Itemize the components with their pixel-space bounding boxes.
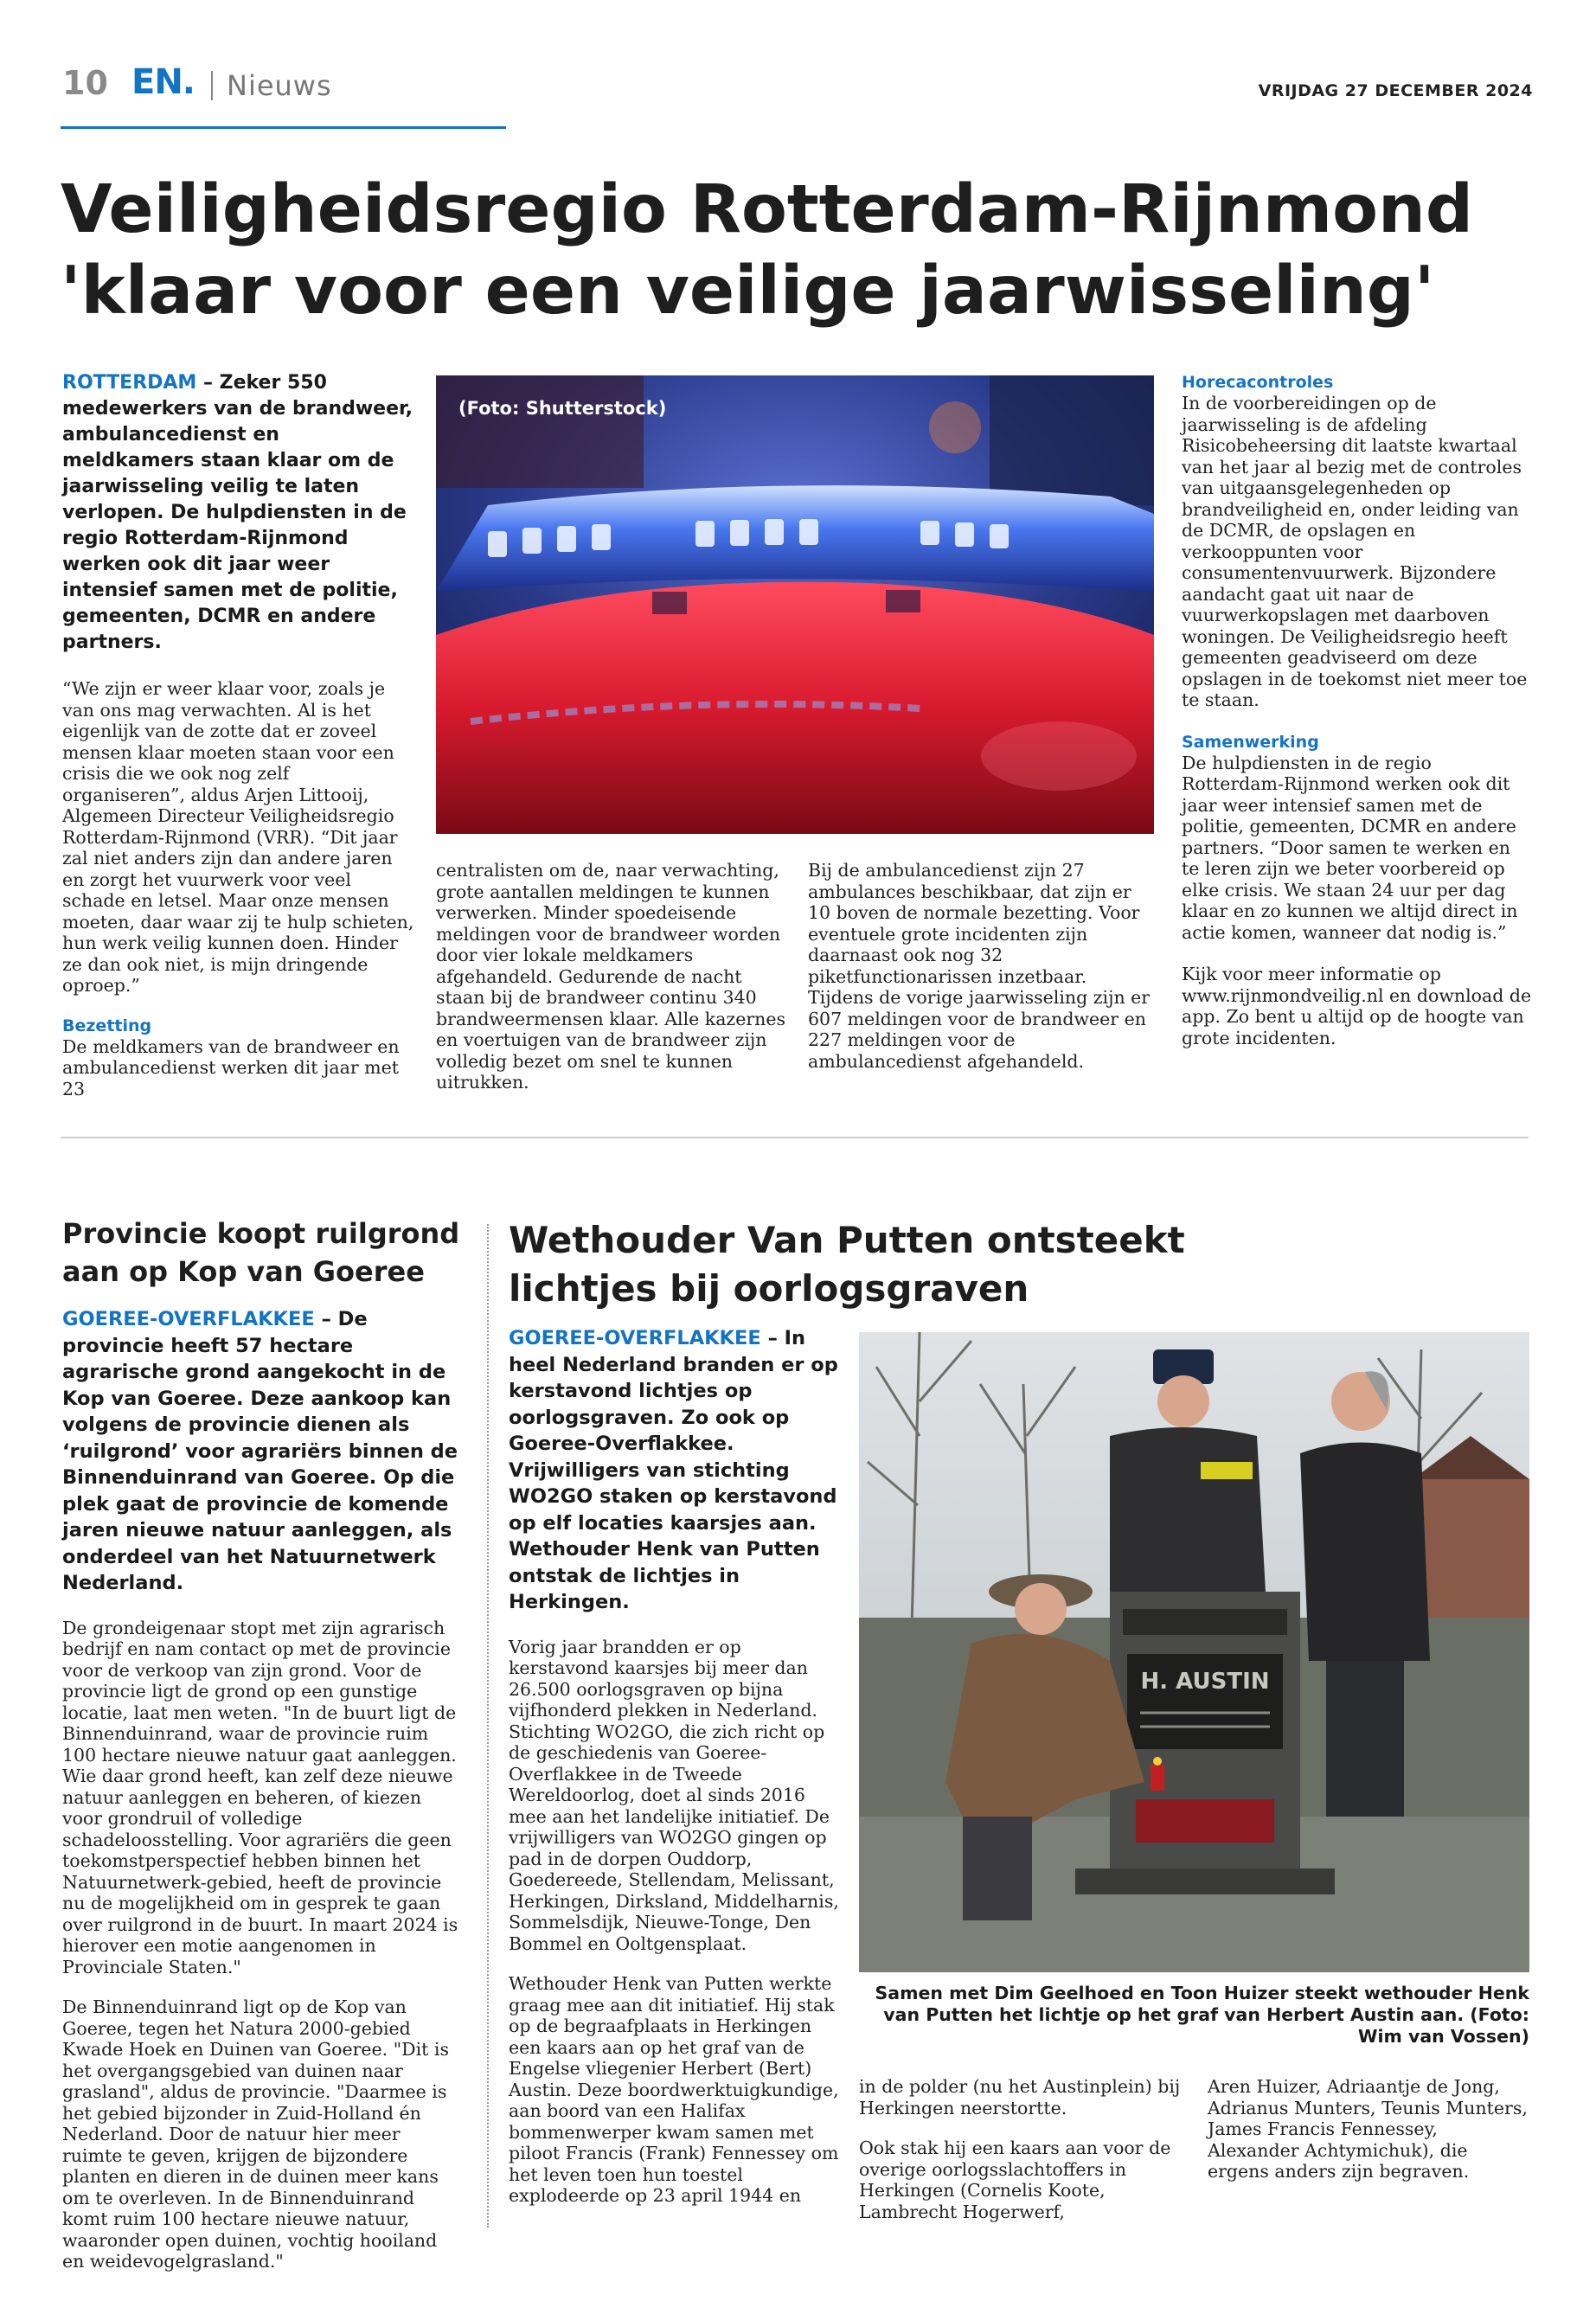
subheading-bezetting: Bezetting <box>62 1016 152 1035</box>
section-label[interactable]: Nieuws <box>227 69 332 102</box>
article1-headline: Veiligheidsregio Rotterdam-Rijnmond 'klaar voor een veilige jaarwisseling' <box>61 171 1473 330</box>
article2-body2: De Binnenduinrand ligt op de Kop van Goeree, tegen het Natura 2000-gebied Kwade Hoek en Duinen van Goeree. "Dit is het overgangsgebied van duinen naar grasland", aldus de provincie. "Daarmee is het gebied bijzonder in Zuid-Holland én Nederland. Door de natuur hier meer ruimte te geven, krijgen de bijzondere planten en dieren in de duinen meer kans om te overleven. In de Binnenduinrand komt ruim 100 hectare nieuwe natuur, waaronder open duinen, vochtig hooiland en weidevogelgrasland." <box>62 1997 449 2272</box>
article1-body-bezetting: De meldkamers van de brandweer en ambulancedienst werken dit jaar met 23 <box>62 1035 400 1099</box>
article3-headline: Wethouder Van Putten ontsteekt lichtjes bij oorlogsgraven <box>509 1219 1185 1310</box>
article2-lead: GOEREE-OVERFLAKKEE – De provincie heeft 57 hectare agrarische grond aangekocht in de Kop van Goeree. Deze aankoop kan volgens de provincie dienen als ‘ruilgrond’ voor agrariërs binnen de Binnenduinrand van Goeree. Op die plek gaat de provincie de komende jaren nieuwe natuur aanleggen, als onderdeel van het Natuurnetwerk Nederland. <box>62 1308 458 1594</box>
article1-col2: centralisten om de, naar verwachting, grote aantallen meldingen te kunnen verwerken. Minder spoedeisende meldingen voor de brandweer worden door vier lokale meldkamers afgehandeld. Gedurende de nacht staan bij de brandweer continu 340 brandweermensen klaar. Alle kazernes en voertuigen van de brandweer zijn volledig bezet om snel te kunnen uitrukken. <box>436 860 786 1093</box>
subheading-horecacontroles: Horecacontroles <box>1182 373 1334 392</box>
article3-col2 <box>859 2076 1183 2222</box>
column-dotted-rule <box>487 1224 489 2227</box>
article1-body-info: Kijk voor meer informatie op www.rijnmondveilig.nl en download de app. Zo bent u altijd op de hoogte van grote incidenten. <box>1182 964 1532 1048</box>
war-grave-illustration <box>859 1332 1529 1972</box>
article1-col1 <box>62 370 415 1099</box>
subheading-samenwerking: Samenwerking <box>1182 732 1319 752</box>
article1-lead: ROTTERDAM – Zeker 550 medewerkers van de brandweer, ambulancedienst en meldkamers staan klaar om de jaarwisseling veilig te laten verlopen. De hulpdiensten in de regio Rotterdam-Rijnmond werken ook dit jaar weer intensief samen met de politie, gemeenten, DCMR en andere partners. <box>62 372 413 653</box>
article3-photo-caption: Samen met Dim Geelhoed en Toon Huizer steekt wethouder Henk van Putten het lichtje op het graf van Herbert Austin aan. (Foto: Wim van Vossen) <box>875 1983 1529 2047</box>
photo-credit: (Foto: Shutterstock) <box>458 398 667 419</box>
article1-body-horeca: In de voorbereidingen op de jaarwisseling is de afdeling Risicobeheersing dit laatste kwartaal van het jaar al bezig met de controles van uitgaansgelegenheden op brandveiligheid en, onder leiding van de DCMR, de opslagen en verkooppunten voor consumentenvuurwerk. Bijzondere aandacht gaat uit naar de vuurwerkopslagen met daarboven woningen. De Veiligheidsregio heeft gemeenten geadviseerd om deze opslagen in de toekomst niet meer toe te staan. <box>1182 393 1528 710</box>
article3-dateline: GOEREE-OVERFLAKKEE <box>509 1327 761 1349</box>
article3-body1: Vorig jaar brandden er op kerstavond kaarsjes bij meer dan 26.500 oorlogsgraven op bijna vijfhonderd plekken in Nederland. Stichting WO2GO, die zich richt op de geschiedenis van Goeree-Overflakkee in de Tweede Wereldoorlog, doet al sinds 2016 mee aan het landelijke initiatief. De vrijwilligers van WO2GO gingen op pad in de dorpen Ouddorp, Goedereede, Stellendam, Melissant, Herkingen, Dirksland, Middelharnis, Sommelsdijk, Nieuwe-Tonge, Den Bommel en Ooltgensplaat. <box>509 1636 839 1954</box>
article2 <box>62 1215 465 2272</box>
article1-col4 <box>1182 372 1532 1048</box>
article3-col3: Aren Huizer, Adriaantje de Jong, Adrianus Munters, Teunis Munters, James Francis Fennessey, Alexander Achtymichuk), die ergens anders zijn begraven. <box>1208 2076 1528 2182</box>
section-divider <box>61 1137 1529 1138</box>
article2-dateline: GOEREE-OVERFLAKKEE <box>62 1308 315 1330</box>
publication-logo[interactable]: EN. <box>131 62 195 102</box>
article3-body3: in de polder (nu het Austinplein) bij Herkingen neerstortte. <box>859 2076 1181 2118</box>
article2-headline: Provincie koopt ruilgrond aan op Kop van Goeree <box>62 1217 460 1288</box>
article3-body2: Wethouder Henk van Putten werkte graag mee aan dit initiatief. Hij stak op de begraafplaats in Herkingen een kaars aan op het graf van de Engelse vliegenier Herbert (Bert) Austin. Deze boordwerktuigkundige, aan boord van een Halifax bommenwerper kwam samen met piloot Francis (Frank) Fennessey om het leven toen hun toestel explodeerde op 23 april 1944 en <box>509 1973 839 2206</box>
page-number: 10 <box>62 64 108 102</box>
grave-inscription: H. AUSTIN <box>1140 1669 1270 1695</box>
header-rule <box>61 126 506 129</box>
article3-photo-war-grave <box>859 1332 1529 1972</box>
emergency-vehicle-illustration <box>436 375 1154 834</box>
article3-col1 <box>509 1325 839 2207</box>
article1-col3: Bij de ambulancedienst zijn 27 ambulances beschikbaar, dat zijn er 10 boven de normale bezetting. Voor eventuele grote incidenten zijn daarnaast ook nog 32 piketfunctionarissen inzetbaar. Tijdens de vorige jaarwisseling zijn er 607 meldingen voor de brandweer en 227 meldingen voor de ambulancedienst afgehandeld. <box>808 860 1151 1072</box>
article1-photo-emergency-lights <box>436 375 1154 834</box>
article2-body1: De grondeigenaar stopt met zijn agrarisch bedrijf en nam contact op met de provincie voor de verkoop van zijn grond. Voor de provincie ligt de grond op een gunstige locatie, laat men weten. "In de buurt ligt de Binnenduinrand, waar de provincie ruim 100 hectare nieuwe natuur gaat aanleggen. Wie daar grond heeft, kan zelf deze nieuwe natuur aanleggen en beheren, of kiezen voor grondruil of volledige schadeloosstelling. Voor agrariërs die geen toekomstperspectief hebben binnen het Natuurnetwerk-gebied, heeft de provincie nu de mogelijkheid om in gesprek te gaan over ruilgrond in de buurt. In maart 2024 is hierover een motie aangenomen in Provinciale Staten." <box>62 1617 458 1977</box>
article1-dateline: ROTTERDAM <box>62 372 197 394</box>
issue-date: VRIJDAG 27 DECEMBER 2024 <box>1258 81 1533 100</box>
article1-body-samenwerking: De hulpdiensten in de regio Rotterdam-Rijnmond werken ook dit jaar weer intensief samen met de politie, gemeenten, DCMR en andere partners. “Door samen te werken en te leren zijn we beter voorbereid op elke crisis. We staan 24 uur per dag klaar en zo kunnen we altijd direct in actie komen, wanneer dat nodig is.” <box>1182 752 1518 943</box>
header-separator <box>211 71 213 100</box>
article3-lead: GOEREE-OVERFLAKKEE – In heel Nederland branden er op kerstavond lichtjes op oorlogsgraven. Zo ook op Goeree-Overflakkee. Vrijwilligers van stichting WO2GO staken op kerstavond op elf locaties kaarsjes aan. Wethouder Henk van Putten ontstak de lichtjes in Herkingen. <box>509 1327 838 1613</box>
article3-body4: Ook stak hij een kaars aan voor de overige oorlogsslachtoffers in Herkingen (Cornelis Koote, Lambrecht Hogerwerf, <box>859 2138 1171 2222</box>
article1-body-quote: “We zijn er weer klaar voor, zoals je van ons mag verwachten. Al is het eigenlijk van de zotte dat er zoveel mensen klaar moeten staan voor een crisis die we ook nog zelf organiseren”, aldus Arjen Littooij, Algemeen Directeur Veiligheidsregio Rotterdam-Rijnmond (VRR). “Dit jaar zal niet anders zijn dan andere jaren en zorgt het vuurwerk voor veel schade en letsel. Maar onze mensen moeten, daar waar zij te hulp schieten, hun werk veilig kunnen doen. Hinder ze dan ook niet, is mijn dringende oproep.” <box>62 678 414 996</box>
